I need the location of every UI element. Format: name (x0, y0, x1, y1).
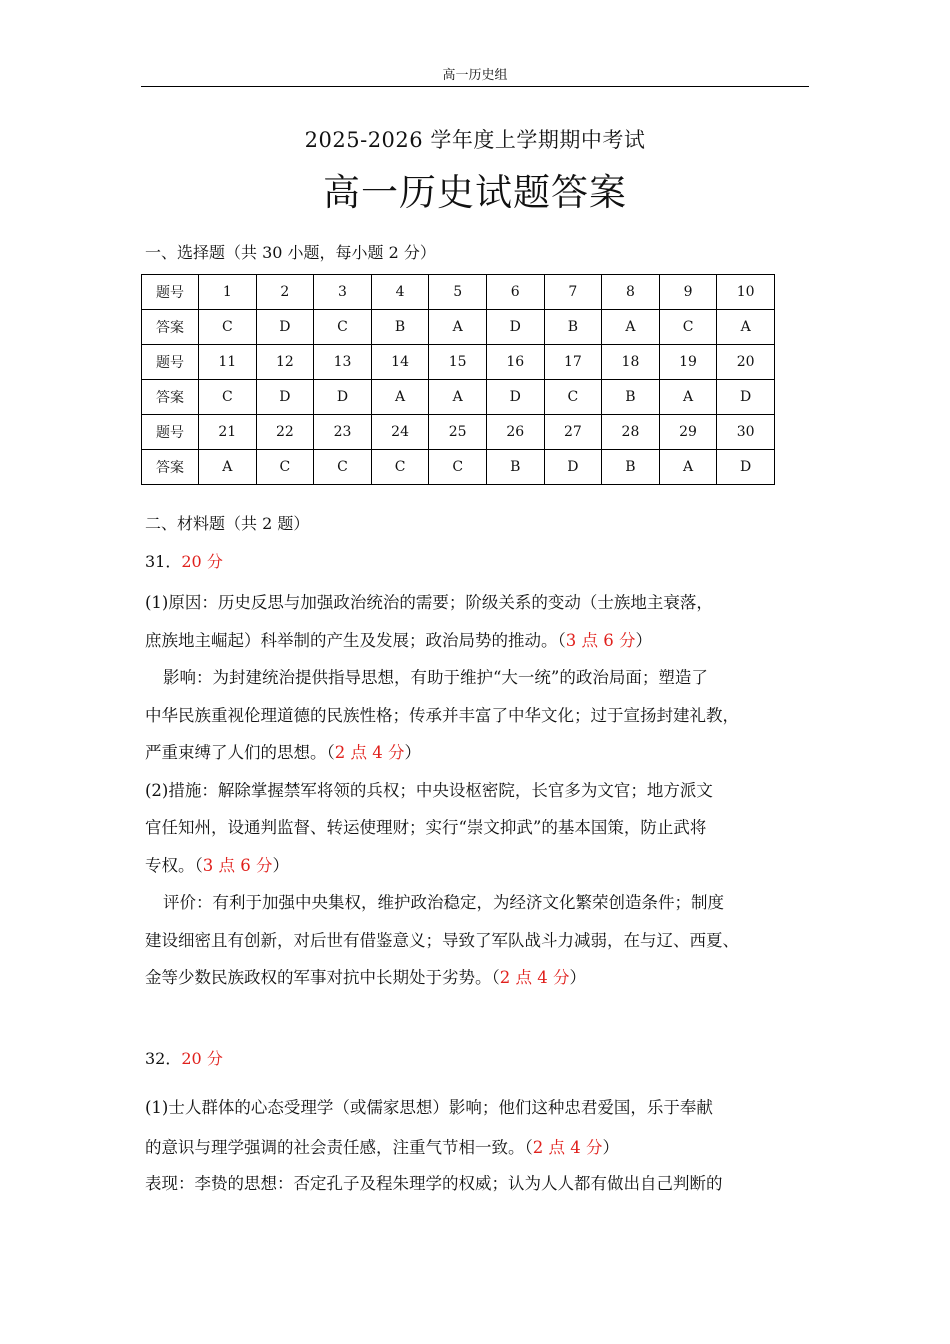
score-note-close: ） (602, 1138, 619, 1157)
q31-line-text: 官任知州，设通判监督、转运使理财；实行“崇文抑武”的基本国策，防止武将 (145, 818, 707, 837)
score-note-close: ） (635, 630, 652, 650)
question-number-cell: 23 (314, 415, 372, 450)
q31-answer (145, 584, 815, 997)
question-number-cell: 7 (544, 275, 602, 310)
question-number-cell: 18 (602, 345, 660, 380)
row-label: 题号 (142, 345, 199, 380)
q31-header (145, 549, 223, 572)
question-number-cell: 6 (486, 275, 544, 310)
question-number-cell: 13 (314, 345, 372, 380)
question-number-cell: 3 (314, 275, 372, 310)
q31-line-text: 金等少数民族政权的军事对抗中长期处于劣势。（ (145, 968, 500, 987)
table-row (142, 275, 775, 310)
answer-cell: B (486, 450, 544, 485)
q31-line (145, 622, 815, 660)
score-note-close: ） (404, 743, 421, 762)
answer-cell: A (659, 380, 717, 415)
q32-line: (1)士人群体的心态受理学（或儒家思想）影响；他们这种忠君爱国，乐于奉献 (145, 1098, 713, 1117)
question-number-cell: 1 (199, 275, 257, 310)
answer-cell: B (602, 380, 660, 415)
answer-cell: B (371, 310, 429, 345)
question-number-cell: 24 (371, 415, 429, 450)
answer-cell: B (544, 310, 602, 345)
answer-cell: A (429, 310, 487, 345)
q31-line-text: 影响：为封建统治提供指导思想，有助于维护“大一统”的政治局面；塑造了 (163, 668, 708, 687)
table-row (142, 415, 775, 450)
answer-cell: C (314, 450, 372, 485)
answer-cell: D (717, 380, 775, 415)
q31-line-text: (1)原因：历史反思与加强政治统治的需要；阶级关系的变动（士族地主衰落， (145, 593, 713, 612)
answer-cell: C (659, 310, 717, 345)
score-note: 2 点 4 分 (334, 743, 405, 762)
q32-line (145, 1128, 815, 1168)
row-label: 答案 (142, 310, 199, 345)
question-number-cell: 4 (371, 275, 429, 310)
page-title: 高一历史试题答案 (323, 171, 627, 214)
section1-title: 一、选择题（共 30 小题，每小题 2 分） (145, 243, 436, 262)
row-label: 题号 (142, 275, 199, 310)
answer-cell: C (199, 380, 257, 415)
answer-cell: A (717, 310, 775, 345)
question-number-cell: 11 (199, 345, 257, 380)
q31-line-text: 庶族地主崛起）科举制的产生及发展；政治局势的推动。（ (145, 630, 566, 650)
question-number-cell: 25 (429, 415, 487, 450)
answer-cell: D (256, 310, 314, 345)
q31-line (145, 922, 815, 960)
section2-title: 二、材料题（共 2 题） (145, 514, 310, 533)
score-note: 3 点 6 分 (202, 855, 273, 875)
answer-cell: D (544, 450, 602, 485)
answer-cell: D (486, 380, 544, 415)
q31-line-text: 专权。（ (145, 855, 203, 875)
q31-line-text: 评价：有利于加强中央集权，维护政治稳定，为经济文化繁荣创造条件；制度 (163, 893, 724, 912)
row-label: 题号 (142, 415, 199, 450)
answer-cell: C (199, 310, 257, 345)
q32-number: 32． (145, 1049, 182, 1068)
q32-score: 20 分 (181, 1049, 223, 1068)
answer-cell: C (544, 380, 602, 415)
answer-cell: C (256, 450, 314, 485)
table-row (142, 380, 775, 415)
question-number-cell: 16 (486, 345, 544, 380)
score-note: 3 点 6 分 (565, 630, 636, 650)
header-rule (141, 86, 809, 87)
q31-line (145, 959, 815, 997)
answer-cell: C (314, 310, 372, 345)
q31-number: 31． (145, 552, 182, 571)
answer-cell: A (429, 380, 487, 415)
score-note-close: ） (569, 968, 586, 987)
question-number-cell: 19 (659, 345, 717, 380)
question-number-cell: 12 (256, 345, 314, 380)
score-note: 2 点 4 分 (532, 1138, 603, 1157)
page-header: 高一历史组 (442, 68, 508, 83)
answer-cell: D (486, 310, 544, 345)
q31-line (145, 697, 815, 735)
question-number-cell: 2 (256, 275, 314, 310)
exam-subtitle: 2025-2026 学年度上学期期中考试 (304, 128, 646, 152)
table-row (142, 345, 775, 380)
q31-line (145, 847, 815, 885)
q31-line-text: 中华民族重视伦理道德的民族性格；传承并丰富了中华文化；过于宣扬封建礼教， (145, 705, 739, 725)
q31-line (145, 772, 815, 810)
question-number-cell: 28 (602, 415, 660, 450)
question-number-cell: 27 (544, 415, 602, 450)
answer-cell: A (371, 380, 429, 415)
answer-cell: C (429, 450, 487, 485)
question-number-cell: 26 (486, 415, 544, 450)
question-number-cell: 8 (602, 275, 660, 310)
q32-header (145, 1046, 223, 1069)
q31-line-text: 严重束缚了人们的思想。（ (145, 743, 335, 762)
question-number-cell: 29 (659, 415, 717, 450)
answer-table (141, 274, 775, 485)
q31-line-text: (2)措施：解除掌握禁军将领的兵权；中央设枢密院，长官多为文官；地方派文 (145, 780, 713, 800)
question-number-cell: 30 (717, 415, 775, 450)
table-row (142, 310, 775, 345)
q31-line (145, 884, 815, 922)
answer-cell: D (717, 450, 775, 485)
answer-cell: A (659, 450, 717, 485)
question-number-cell: 21 (199, 415, 257, 450)
q32-line-text: 的意识与理学强调的社会责任感，注重气节相一致。（ (145, 1138, 533, 1157)
question-number-cell: 22 (256, 415, 314, 450)
table-row (142, 450, 775, 485)
question-number-cell: 15 (429, 345, 487, 380)
row-label: 答案 (142, 380, 199, 415)
answer-cell: B (602, 450, 660, 485)
row-label: 答案 (142, 450, 199, 485)
q32-line: 表现：李贽的思想：否定孔子及程朱理学的权威；认为人人都有做出自己判断的 (145, 1174, 723, 1193)
q31-line (145, 809, 815, 847)
score-note: 2 点 4 分 (499, 968, 570, 987)
answer-cell: A (602, 310, 660, 345)
question-number-cell: 5 (429, 275, 487, 310)
q31-line (145, 659, 815, 697)
answer-cell: C (371, 450, 429, 485)
score-note-close: ） (272, 855, 289, 875)
answer-cell: A (199, 450, 257, 485)
question-number-cell: 9 (659, 275, 717, 310)
question-number-cell: 20 (717, 345, 775, 380)
answer-cell: D (314, 380, 372, 415)
q32-answer (145, 1088, 815, 1204)
q31-line-text: 建设细密且有创新，对后世有借鉴意义；导致了军队战斗力减弱，在与辽、西夏、 (145, 930, 739, 950)
question-number-cell: 14 (371, 345, 429, 380)
answer-cell: D (256, 380, 314, 415)
q31-line (145, 584, 815, 622)
question-number-cell: 17 (544, 345, 602, 380)
q31-score: 20 分 (181, 552, 223, 571)
q31-line (145, 734, 815, 772)
question-number-cell: 10 (717, 275, 775, 310)
